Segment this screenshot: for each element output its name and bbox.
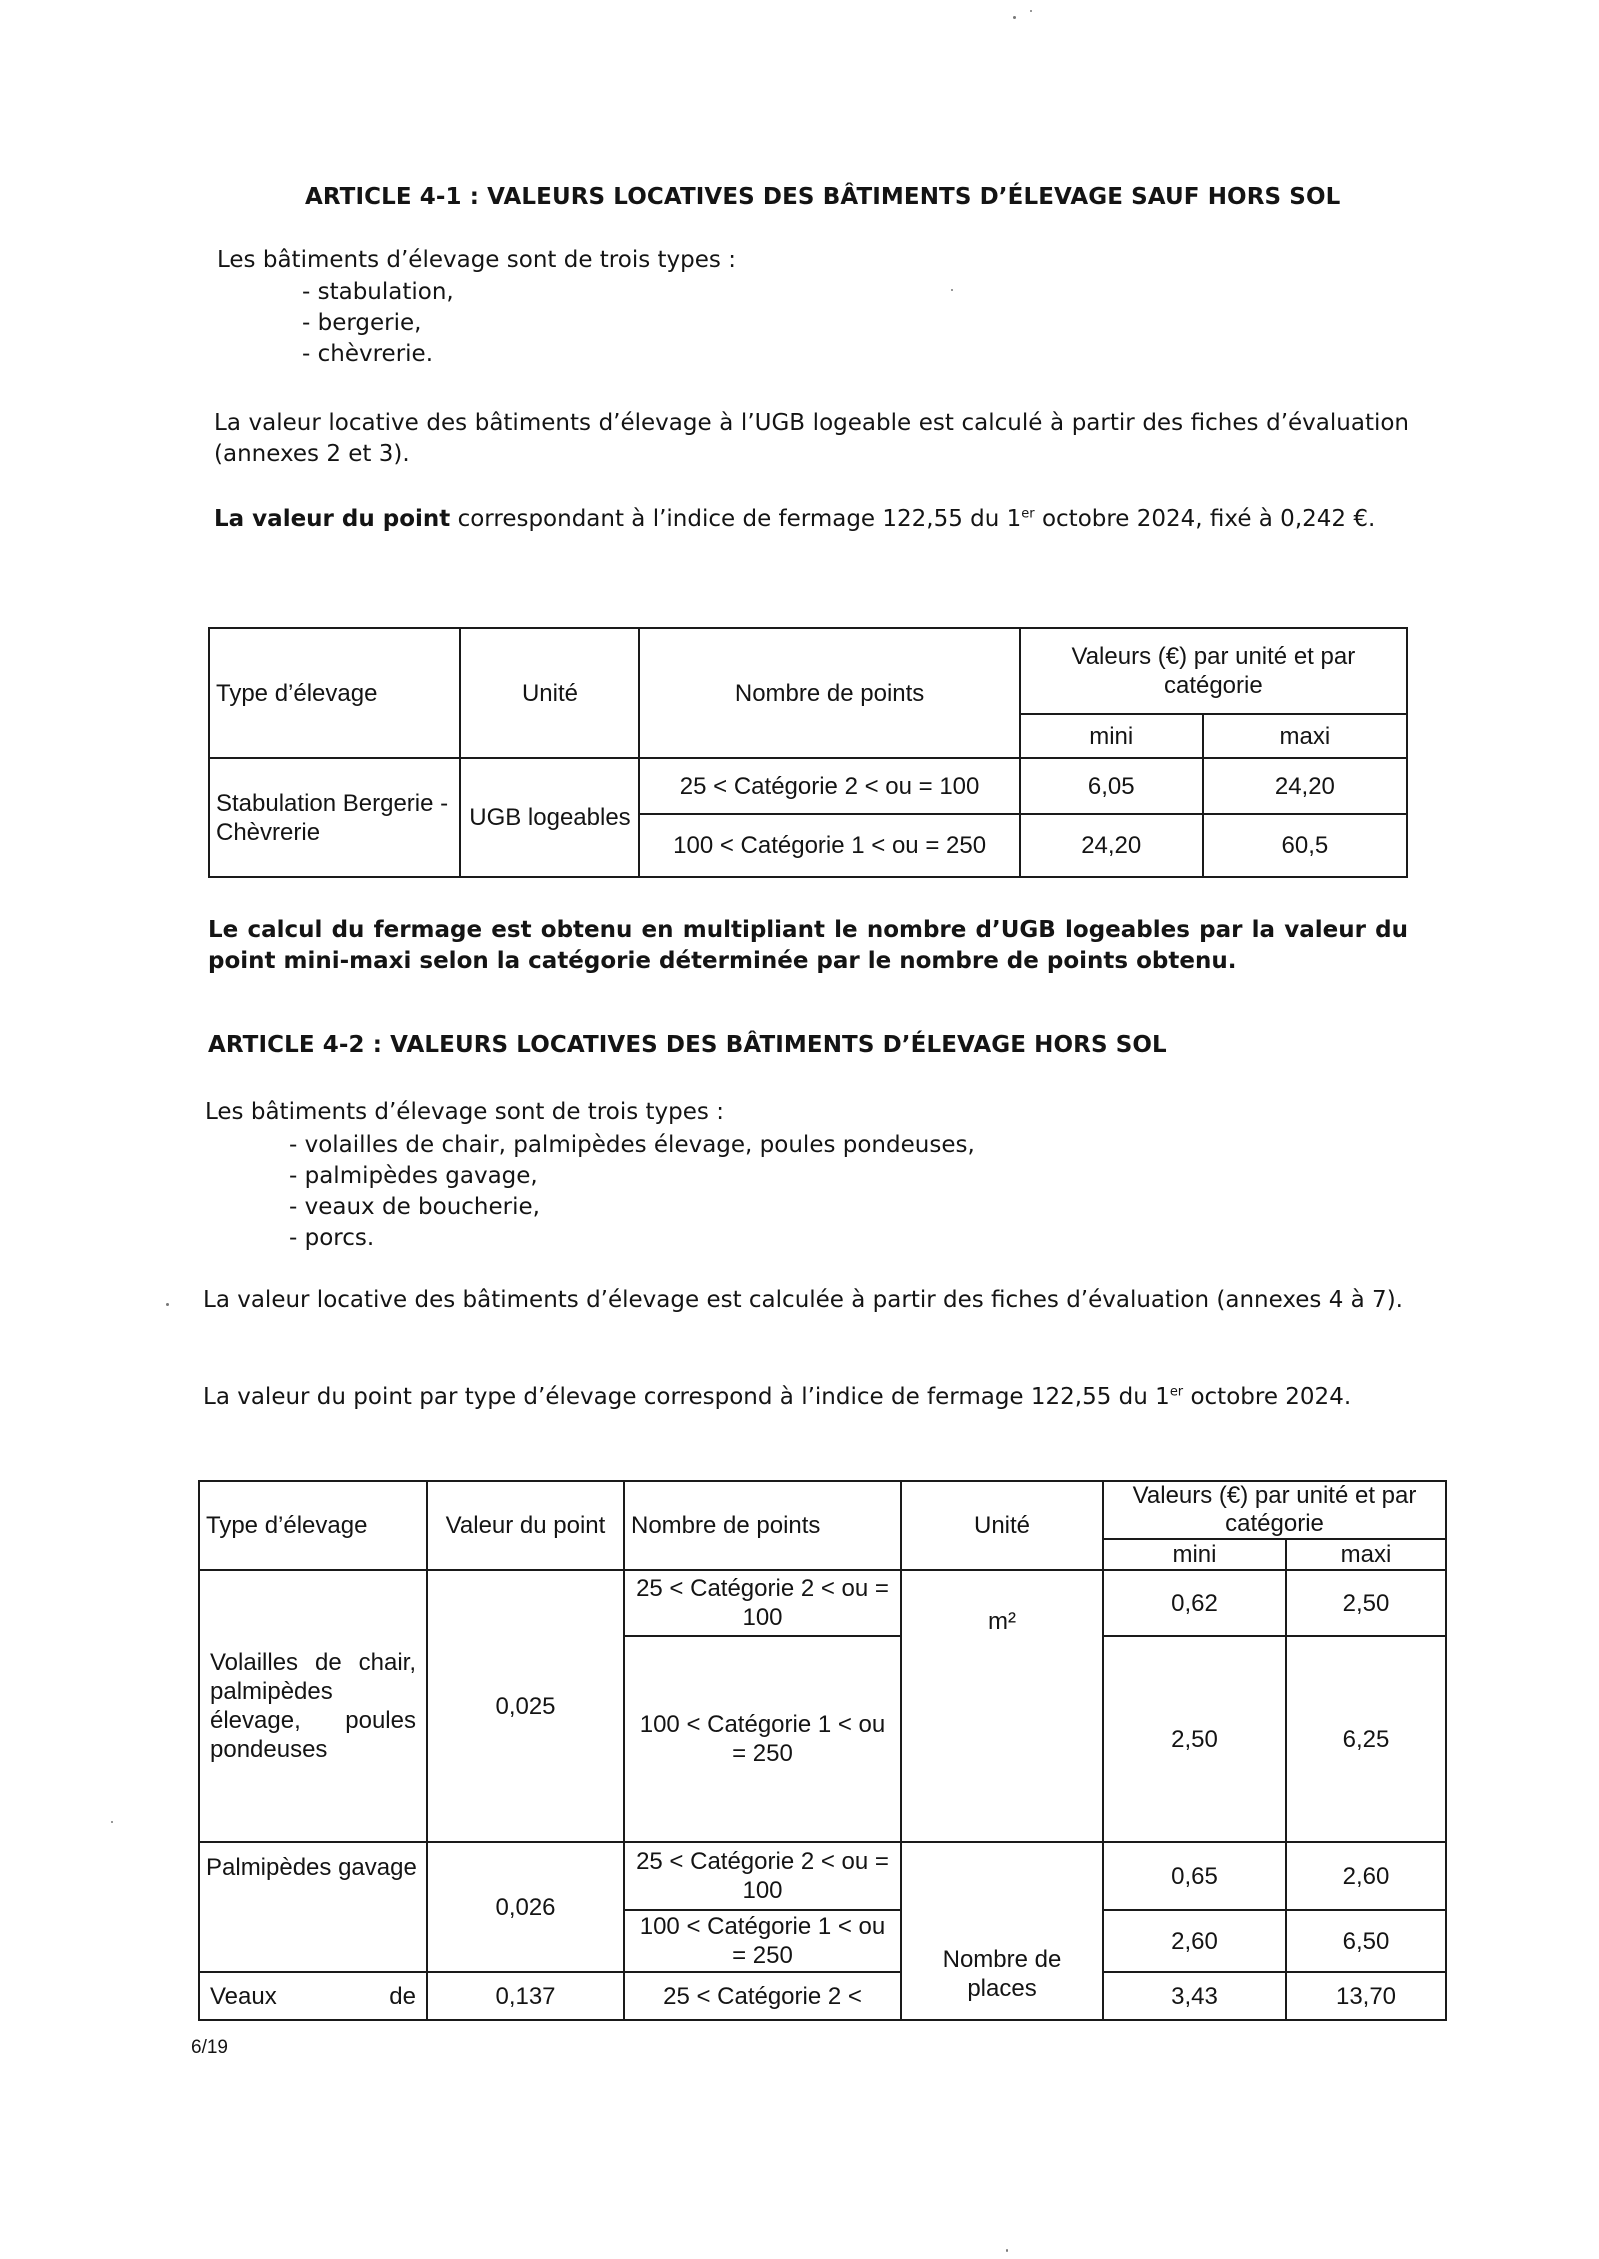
header-unit: Unité [901, 1481, 1103, 1570]
point-value-text: La valeur du point par type d’élevage correspond à l’indice de fermage 122,55 du 1 [203, 1384, 1170, 1410]
cell-unit-places: Nombre de places [901, 1842, 1103, 2020]
cell-type-veaux: Veaux de [199, 1972, 427, 2020]
header-values: Valeurs (€) par unité et par catégorie [1020, 628, 1407, 714]
header-type: Type d’élevage [209, 628, 460, 758]
point-value-text: correspondant à l’indice de fermage 122,55 du 1 [457, 506, 1022, 532]
cell-maxi: 2,60 [1286, 1842, 1446, 1910]
cell-type-palmipedes: Palmipèdes gavage [199, 1842, 427, 1972]
header-type: Type d’élevage [199, 1481, 427, 1570]
cell-point-value: 0,137 [427, 1972, 624, 2020]
cell-point-value: 0,025 [427, 1570, 624, 1842]
point-value-text-end: octobre 2024. [1190, 1384, 1352, 1410]
cell-point-value: 0,026 [427, 1842, 624, 1972]
header-mini: mini [1020, 714, 1203, 758]
cell-mini: 0,65 [1103, 1842, 1286, 1910]
scan-speck [166, 1303, 169, 1306]
cell-mini: 3,43 [1103, 1972, 1286, 2020]
ordinal-suffix: er [1021, 506, 1035, 522]
article-4-2-point-value [203, 1382, 1403, 1413]
list-item: - stabulation, [302, 279, 454, 305]
scan-speck [1013, 16, 1016, 19]
article-4-2-title: ARTICLE 4-2 : VALEURS LOCATIVES DES BÂTIMENTS D’ÉLEVAGE HORS SOL [208, 1032, 1167, 1058]
list-item: - veaux de boucherie, [289, 1194, 540, 1220]
cell-type-volailles: Volailles de chair, palmipèdes élevage, poules pondeuses [199, 1570, 427, 1842]
cell-maxi: 2,50 [1286, 1570, 1446, 1636]
cell-points: 25 < Catégorie 2 < ou = 100 [639, 758, 1019, 814]
cell-maxi: 6,25 [1286, 1636, 1446, 1842]
header-maxi: maxi [1286, 1539, 1446, 1570]
header-values: Valeurs (€) par unité et par catégorie [1103, 1481, 1446, 1539]
cell-points: 25 < Catégorie 2 < [624, 1972, 901, 2020]
cell-points: 100 < Catégorie 1 < ou = 250 [639, 814, 1019, 877]
list-item: - palmipèdes gavage, [289, 1163, 538, 1189]
list-item: - chèvrerie. [302, 341, 434, 367]
point-value-text-end: octobre 2024, fixé à 0,242 €. [1041, 506, 1376, 532]
cell-mini: 2,60 [1103, 1910, 1286, 1972]
article-4-1-intro: Les bâtiments d’élevage sont de trois types : [217, 247, 736, 273]
list-item: - porcs. [289, 1225, 375, 1251]
list-item: - volailles de chair, palmipèdes élevage, poules pondeuses, [289, 1132, 975, 1158]
header-mini: mini [1103, 1539, 1286, 1570]
list-item: - bergerie, [302, 310, 422, 336]
table-article-4-1 [208, 627, 1408, 878]
header-points: Nombre de points [639, 628, 1019, 758]
cell-maxi: 13,70 [1286, 1972, 1446, 2020]
cell-mini: 2,50 [1103, 1636, 1286, 1842]
cell-points: 100 < Catégorie 1 < ou = 250 [624, 1636, 901, 1842]
header-maxi: maxi [1203, 714, 1407, 758]
scan-speck [1006, 2249, 1008, 2252]
scan-speck [951, 289, 953, 291]
article-4-1-type-list [302, 277, 454, 370]
cell-mini: 6,05 [1020, 758, 1203, 814]
ordinal-suffix: er [1169, 1384, 1184, 1400]
article-4-1-paragraph: La valeur locative des bâtiments d’élevage à l’UGB logeable est calculé à partir des fiches d’évaluation (annexes 2 et 3). [214, 410, 1409, 467]
cell-type: Stabulation Bergerie - Chèvrerie [209, 758, 460, 877]
cell-mini: 24,20 [1020, 814, 1203, 877]
header-point-value: Valeur du point [427, 1481, 624, 1570]
header-unit: Unité [460, 628, 639, 758]
article-4-2-type-list [289, 1130, 975, 1254]
cell-points: 100 < Catégorie 1 < ou = 250 [624, 1910, 901, 1972]
cell-maxi: 24,20 [1203, 758, 1407, 814]
article-4-2-paragraph: La valeur locative des bâtiments d’élevage est calculée à partir des fiches d’évaluation (annexes 4 à 7). [203, 1287, 1403, 1313]
article-4-1-title: ARTICLE 4-1 : VALEURS LOCATIVES DES BÂTIMENTS D’ÉLEVAGE SAUF HORS SOL [305, 184, 1341, 210]
scan-speck [111, 1821, 113, 1823]
article-4-1-point-value [214, 504, 1409, 535]
cell-mini: 0,62 [1103, 1570, 1286, 1636]
page-number: 6/19 [191, 2037, 228, 2058]
scan-speck [1030, 10, 1032, 12]
cell-points: 25 < Catégorie 2 < ou = 100 [624, 1842, 901, 1910]
cell-maxi: 60,5 [1203, 814, 1407, 877]
cell-unit-m2: m² [901, 1570, 1103, 1842]
cell-points: 25 < Catégorie 2 < ou = 100 [624, 1570, 901, 1636]
article-4-2-intro: Les bâtiments d’élevage sont de trois types : [205, 1099, 724, 1125]
point-value-label: La valeur du point [214, 506, 451, 532]
cell-maxi: 6,50 [1286, 1910, 1446, 1972]
table-article-4-2 [198, 1480, 1447, 2021]
header-points: Nombre de points [624, 1481, 901, 1570]
article-4-1-note: Le calcul du fermage est obtenu en multipliant le nombre d’UGB logeables par la valeur du point mini-maxi selon la catégorie déterminée par le nombre de points obtenu. [208, 917, 1408, 974]
cell-unit: UGB logeables [460, 758, 639, 877]
